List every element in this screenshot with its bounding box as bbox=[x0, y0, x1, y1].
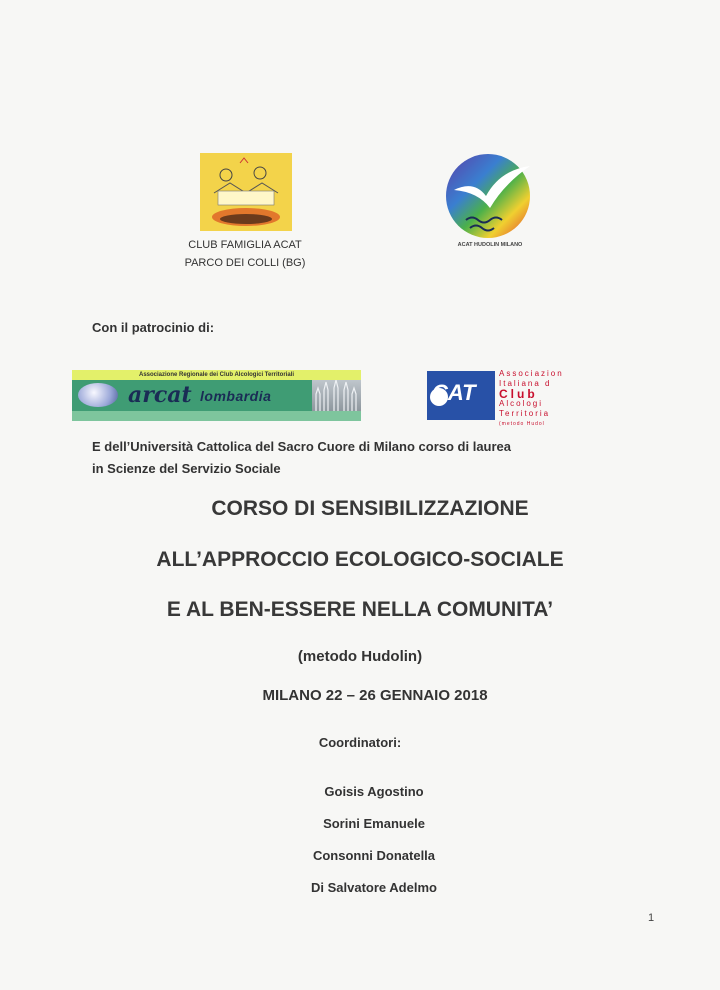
course-date: MILANO 22 – 26 GENNAIO 2018 bbox=[262, 687, 488, 704]
club-name-line2: PARCO DEI COLLI (BG) bbox=[184, 257, 306, 269]
seagull-rainbow-icon bbox=[444, 150, 536, 242]
course-title-line2: ALL’APPROCCIO ECOLOGICO-SOCIALE bbox=[156, 548, 564, 571]
cathedral-spires bbox=[312, 380, 361, 411]
course-title-line1: CORSO DI SENSIBILIZZAZIONE bbox=[211, 497, 529, 520]
arcat-logo-word: arcat bbox=[128, 382, 192, 408]
aicat-line2: Italiana d bbox=[499, 379, 552, 388]
method-subtitle: (metodo Hudolin) bbox=[297, 648, 423, 665]
coordinator-name: Di Salvatore Adelmo bbox=[311, 880, 437, 895]
university-line2: in Scienze del Servizio Sociale bbox=[92, 461, 281, 476]
aicat-line3: Club bbox=[499, 387, 538, 401]
course-title-line3: E AL BEN-ESSERE NELLA COMUNITA’ bbox=[166, 598, 554, 621]
arcat-banner-top-text: Associazione Regionale dei Club Alcologici Territoriali bbox=[72, 370, 361, 380]
university-patronage bbox=[92, 436, 652, 480]
arcat-banner-bottom bbox=[72, 411, 361, 421]
club-name bbox=[150, 236, 340, 272]
coordinator-name: Consonni Donatella bbox=[312, 848, 436, 863]
milan-cathedral-icon bbox=[312, 380, 361, 411]
aicat-text bbox=[499, 369, 569, 429]
aicat-line4: Alcologi bbox=[499, 399, 544, 408]
aicat-line5: Territoria bbox=[499, 409, 551, 418]
university-line1: E dell’Università Cattolica del Sacro Cuore di Milano corso di laurea bbox=[92, 439, 512, 454]
page-number: 1 bbox=[648, 912, 655, 924]
coordinator-name: Sorini Emanuele bbox=[323, 816, 425, 831]
aicat-line1: Associazion bbox=[499, 369, 564, 378]
coordinators-list bbox=[0, 776, 720, 904]
arcat-banner-main bbox=[72, 380, 361, 411]
patronage-label: Con il patrocinio di: bbox=[92, 320, 215, 335]
coordinators-label: Coordinatori: bbox=[318, 735, 402, 750]
aicat-line6: (metodo Hudol bbox=[499, 421, 545, 427]
club-name-line1: CLUB FAMIGLIA ACAT bbox=[188, 239, 302, 251]
coordinator-name: Goisis Agostino bbox=[324, 784, 424, 799]
hudolin-label: ACAT HUDOLIN MILANO bbox=[457, 242, 523, 248]
acat-hudolin-logo bbox=[444, 150, 536, 242]
aicat-logo-word: CAT bbox=[432, 380, 476, 405]
globe-icon bbox=[78, 383, 118, 407]
club-famiglia-logo bbox=[200, 153, 292, 231]
arcat-lombardia-banner bbox=[72, 370, 361, 421]
club-drawing-icon bbox=[200, 153, 292, 231]
arcat-region: lombardia bbox=[200, 388, 272, 404]
